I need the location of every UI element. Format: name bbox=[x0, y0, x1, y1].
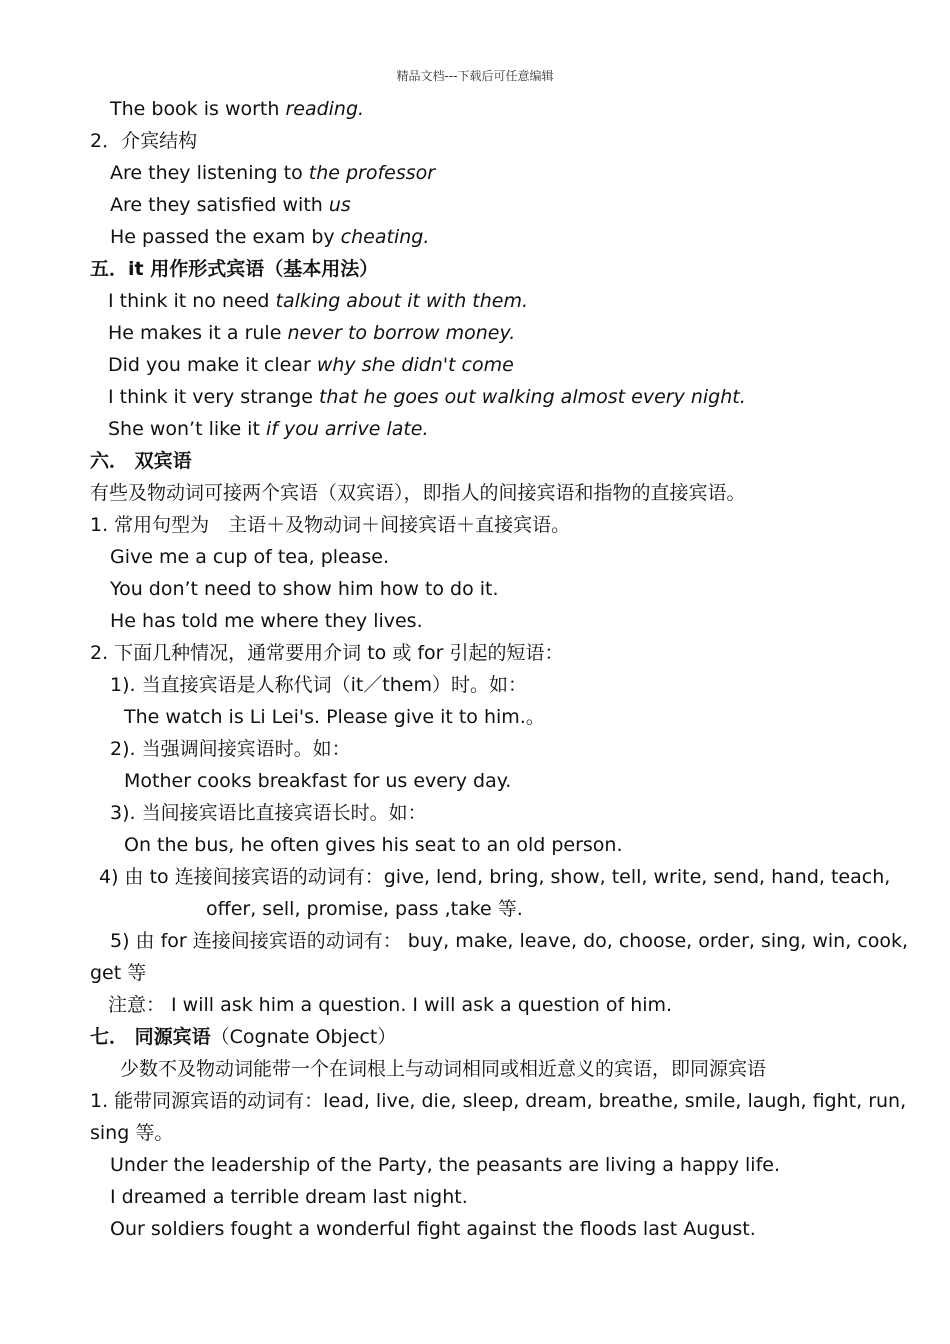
section-heading: 七． 同源宾语 bbox=[90, 1026, 211, 1048]
object-example: reading. bbox=[285, 98, 365, 120]
line-text: The book is worth bbox=[110, 98, 286, 120]
line-text: She won’t like it bbox=[108, 418, 266, 440]
line-text: （Cognate Object） bbox=[210, 1026, 397, 1048]
object-example: that he goes out walking almost every night. bbox=[318, 386, 746, 408]
line-text: Our soldiers fought a wonderful fight against the floods last August. bbox=[110, 1218, 756, 1240]
document-body bbox=[90, 93, 909, 1245]
line-text: 4) 由 to 连接间接宾语的动词有：give, lend, bring, show, tell, write, send, hand, teach, bbox=[99, 866, 891, 888]
text-line bbox=[90, 733, 870, 765]
text-line bbox=[90, 765, 870, 797]
text-line bbox=[90, 701, 870, 733]
line-text: Are they listening to bbox=[110, 162, 309, 184]
line-text: He makes it a rule bbox=[108, 322, 288, 344]
text-line bbox=[90, 957, 870, 989]
line-text: Give me a cup of tea, please. bbox=[110, 546, 389, 568]
line-text: You don’t need to show him how to do it. bbox=[110, 578, 499, 600]
text-line bbox=[90, 381, 870, 413]
section-heading: 五．it 用作形式宾语（基本用法） bbox=[90, 258, 379, 280]
object-example: if you arrive late. bbox=[265, 418, 429, 440]
text-line bbox=[90, 253, 870, 285]
object-example: cheating. bbox=[340, 226, 430, 248]
text-line bbox=[90, 1117, 870, 1149]
object-example: why she didn't come bbox=[316, 354, 514, 376]
text-line bbox=[90, 1085, 907, 1117]
text-line bbox=[90, 509, 870, 541]
text-line bbox=[90, 669, 870, 701]
line-text: He has told me where they lives. bbox=[110, 610, 423, 632]
text-line bbox=[90, 349, 870, 381]
line-text: 注意： I will ask him a question. I will ask a question of him. bbox=[108, 994, 673, 1016]
line-text: Are they satisfied with bbox=[110, 194, 329, 216]
section-heading: 六． 双宾语 bbox=[90, 450, 192, 472]
line-text: 2．介宾结构 bbox=[90, 130, 198, 152]
line-text: The watch is Li Lei's. Please give it to him.。 bbox=[124, 706, 545, 728]
line-text: 有些及物动词可接两个宾语（双宾语），即指人的间接宾语和指物的直接宾语。 bbox=[90, 482, 746, 504]
line-text: He passed the exam by bbox=[110, 226, 341, 248]
object-example: never to borrow money. bbox=[287, 322, 516, 344]
line-text: I think it no need bbox=[108, 290, 276, 312]
text-line bbox=[90, 317, 870, 349]
text-line bbox=[90, 93, 870, 125]
text-line bbox=[90, 445, 870, 477]
text-line bbox=[90, 925, 909, 957]
text-line bbox=[90, 1053, 870, 1085]
line-text: get 等 bbox=[90, 962, 147, 984]
text-line bbox=[90, 829, 870, 861]
text-line bbox=[90, 1021, 870, 1053]
line-text: Mother cooks breakfast for us every day. bbox=[124, 770, 512, 792]
text-line bbox=[90, 637, 870, 669]
line-text: I dreamed a terrible dream last night. bbox=[110, 1186, 468, 1208]
text-line bbox=[90, 477, 870, 509]
line-text: 1). 当直接宾语是人称代词（it／them）时。如： bbox=[110, 674, 527, 696]
line-text: sing 等。 bbox=[90, 1122, 174, 1144]
page-header: 精品文档---下载后可任意编辑 bbox=[396, 69, 554, 83]
text-line bbox=[90, 125, 870, 157]
text-line bbox=[90, 605, 870, 637]
text-line bbox=[90, 221, 870, 253]
line-text: I think it very strange bbox=[108, 386, 319, 408]
line-text: 2). 当强调间接宾语时。如： bbox=[110, 738, 351, 760]
text-line bbox=[90, 157, 870, 189]
object-example: talking about it with them. bbox=[275, 290, 529, 312]
text-line bbox=[90, 413, 870, 445]
text-line bbox=[90, 285, 870, 317]
line-text: 1. 能带同源宾语的动词有：lead, live, die, sleep, dream, breathe, smile, laugh, fight, run, bbox=[90, 1090, 907, 1112]
line-text: 3). 当间接宾语比直接宾语长时。如： bbox=[110, 802, 427, 824]
line-text: 5) 由 for 连接间接宾语的动词有： buy, make, leave, do, choose, order, sing, win, cook, bbox=[110, 930, 909, 952]
line-text: On the bus, he often gives his seat to an old person. bbox=[124, 834, 623, 856]
line-text: 少数不及物动词能带一个在词根上与动词相同或相近意义的宾语，即同源宾语 bbox=[120, 1058, 767, 1080]
text-line bbox=[90, 1149, 870, 1181]
text-line bbox=[90, 861, 891, 893]
text-line bbox=[90, 1181, 870, 1213]
text-line bbox=[90, 573, 870, 605]
text-line bbox=[90, 989, 870, 1021]
text-line bbox=[90, 1213, 870, 1245]
line-text: 1. 常用句型为 主语＋及物动词＋间接宾语＋直接宾语。 bbox=[90, 514, 571, 536]
text-line bbox=[90, 893, 870, 925]
line-text: offer, sell, promise, pass ,take 等. bbox=[206, 898, 523, 920]
line-text: Did you make it clear bbox=[108, 354, 317, 376]
text-line bbox=[90, 541, 870, 573]
text-line bbox=[90, 189, 870, 221]
line-text: Under the leadership of the Party, the peasants are living a happy life. bbox=[110, 1154, 780, 1176]
object-example: the professor bbox=[308, 162, 436, 184]
text-line bbox=[90, 797, 870, 829]
object-example: us bbox=[328, 194, 351, 216]
line-text: 2. 下面几种情况，通常要用介词 to 或 for 引起的短语： bbox=[90, 642, 564, 664]
